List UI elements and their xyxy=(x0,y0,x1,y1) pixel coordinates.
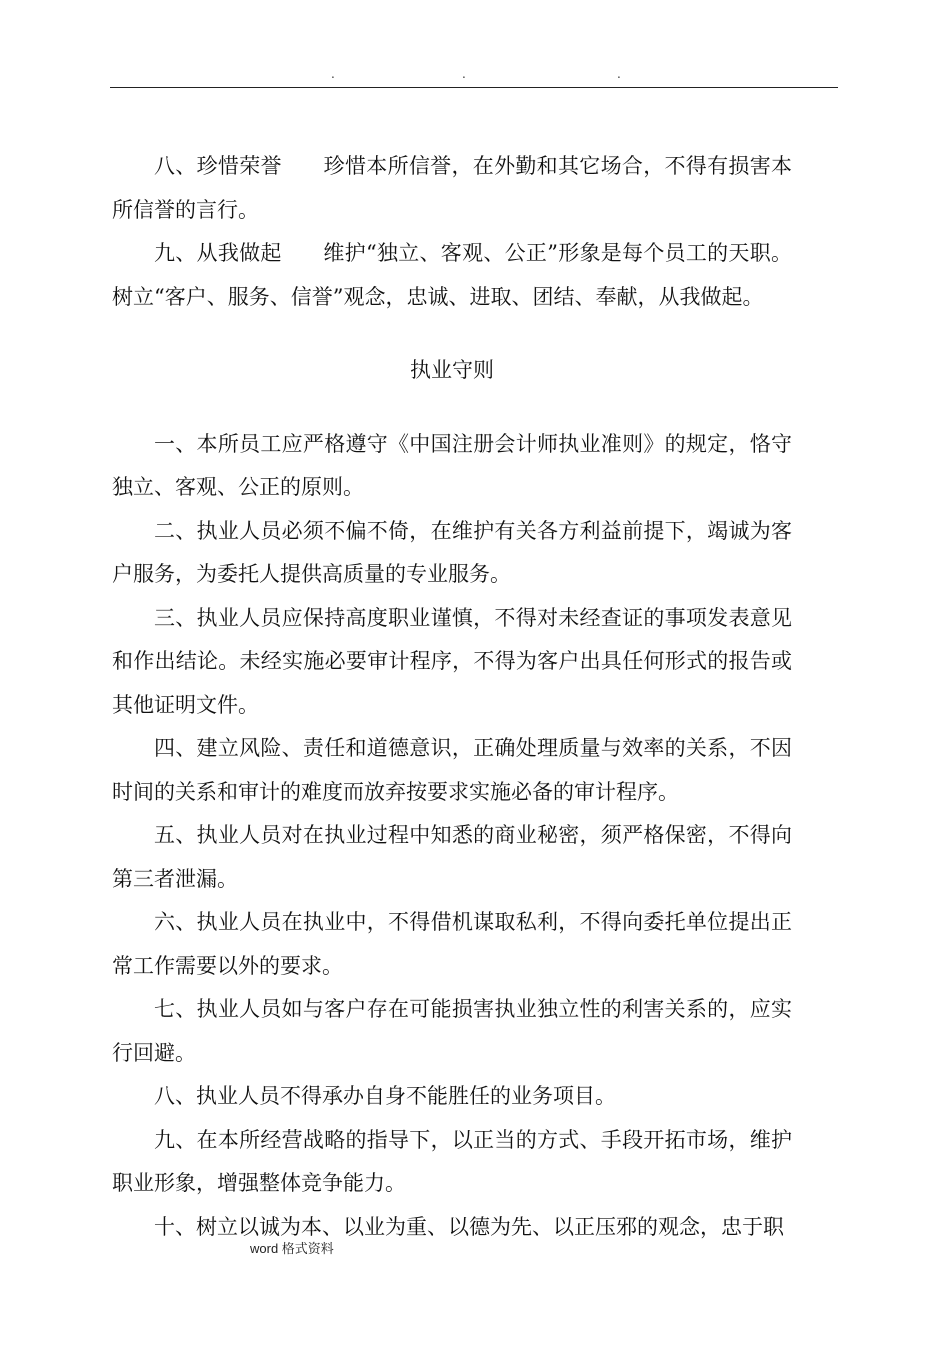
page-footer: word 格式资料 xyxy=(250,1241,334,1256)
header-rule xyxy=(110,87,838,88)
rule-paragraph: 二、执业人员必须不偏不倚，在维护有关各方利益前提下，竭诚为客户服务，为委托人提供高质量的专业服务。 xyxy=(112,518,792,586)
rule-paragraph: 五、执业人员对在执业过程中知悉的商业秘密，须严格保密，不得向第三者泄漏。 xyxy=(112,823,792,891)
rule-paragraph: 八、执业人员不得承办自身不能胜任的业务项目。 xyxy=(154,1084,616,1108)
paragraph-lead: 九、从我做起 xyxy=(154,241,282,265)
header-dot: . xyxy=(617,67,621,81)
paragraph-text: 珍惜本所信誉，在外勤和其它场合，不得有损害本所信誉的言行。 xyxy=(112,154,792,222)
rule-paragraph: 十、树立以诚为本、以业为重、以德为先、以正压邪的观念，忠于职 xyxy=(154,1214,784,1239)
paragraph-lead: 八、珍惜荣誉 xyxy=(154,154,282,178)
header-dot: . xyxy=(462,67,466,81)
rule-paragraph: 九、在本所经营战略的指导下，以正当的方式、手段开拓市场，维护职业形象，增强整体竞争能力。 xyxy=(112,1127,792,1195)
page-header-dots xyxy=(0,66,950,82)
rule-paragraph: 四、建立风险、责任和道德意识，正确处理质量与效率的关系，不因时间的关系和审计的难度而放弃按要求实施必备的审计程序。 xyxy=(112,736,792,804)
document-body xyxy=(112,145,792,1249)
rule-paragraph: 六、执业人员在执业中，不得借机谋取私利，不得向委托单位提出正常工作需要以外的要求。 xyxy=(112,910,792,978)
rule-paragraph: 三、执业人员应保持高度职业谨慎，不得对未经查证的事项发表意见和作出结论。未经实施必要审计程序，不得为客户出具任何形式的报告或其他证明文件。 xyxy=(112,605,792,717)
header-dot: . xyxy=(331,67,335,81)
paragraph-text: 维护“独立、客观、公正”形象是每个员工的天职。树立“客户、服务、信誉”观念，忠诚、进取、团结、奉献，从我做起。 xyxy=(112,241,792,309)
intro-paragraph-9 xyxy=(112,232,792,319)
intro-paragraph-8 xyxy=(112,145,792,232)
section-title: 执业守则 xyxy=(410,358,494,382)
rule-paragraph: 一、本所员工应严格遵守《中国注册会计师执业准则》的规定，恪守独立、客观、公正的原则。 xyxy=(112,431,792,499)
rule-paragraph: 七、执业人员如与客户存在可能损害执业独立性的利害关系的，应实行回避。 xyxy=(112,997,792,1065)
